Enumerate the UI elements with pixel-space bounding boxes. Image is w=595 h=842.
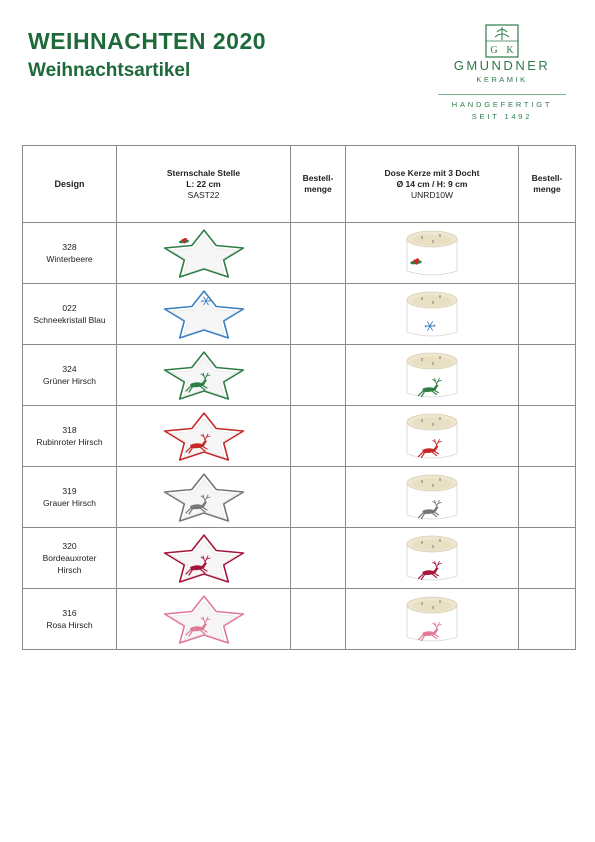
table-row xyxy=(23,589,576,650)
product1-size: L: 22 cm xyxy=(186,178,221,189)
candle-tin-image xyxy=(346,284,519,345)
star-bowl-image xyxy=(117,406,291,467)
candle-tin-image xyxy=(346,406,519,467)
order-qty-cell-1[interactable] xyxy=(291,589,346,650)
order-table xyxy=(22,145,576,650)
logo-brand-sub: KERAMIK xyxy=(476,75,528,84)
design-cell xyxy=(23,589,117,650)
order-qty-cell-1[interactable] xyxy=(291,345,346,406)
design-code: 324 xyxy=(62,364,77,374)
gk-monogram-icon xyxy=(485,24,519,58)
product2-header xyxy=(346,146,519,223)
candle-tin-image xyxy=(346,528,519,589)
product2-size: Ø 14 cm / H: 9 cm xyxy=(396,178,468,189)
table-header-row xyxy=(23,146,576,223)
svg-text:G: G xyxy=(490,45,498,56)
product2-code: UNRD10W xyxy=(410,189,454,200)
design-name: Rubinroter Hirsch xyxy=(36,437,103,447)
order-qty-cell-1[interactable] xyxy=(291,406,346,467)
order-qty-cell-1[interactable] xyxy=(291,467,346,528)
star-bowl-image xyxy=(117,467,291,528)
design-name: Grüner Hirsch xyxy=(43,376,96,386)
design-cell xyxy=(23,467,117,528)
table-row xyxy=(23,406,576,467)
design-cell xyxy=(23,223,117,284)
page-title: WEIHNACHTEN 2020 xyxy=(28,28,267,54)
candle-tin-image xyxy=(346,345,519,406)
candle-tin-image xyxy=(346,223,519,284)
logo-tagline-1: HANDGEFERTIGT xyxy=(451,100,553,109)
star-bowl-image xyxy=(117,528,291,589)
order-qty-header-1: Bestell- menge xyxy=(291,146,346,223)
order-qty-cell-2[interactable] xyxy=(519,406,576,467)
design-cell xyxy=(23,406,117,467)
table-row xyxy=(23,528,576,589)
star-bowl-image xyxy=(117,345,291,406)
product2-name: Dose Kerze mit 3 Docht xyxy=(384,167,480,178)
design-code: 328 xyxy=(62,242,77,252)
order-qty-cell-2[interactable] xyxy=(519,589,576,650)
design-name: Grauer Hirsch xyxy=(43,498,96,508)
order-qty-header-2: Bestell- menge xyxy=(519,146,576,223)
order-qty-cell-2[interactable] xyxy=(519,467,576,528)
order-qty-cell-1[interactable] xyxy=(291,528,346,589)
product1-code: SAST22 xyxy=(187,189,220,200)
design-name: Rosa Hirsch xyxy=(46,620,93,630)
design-name: Schneekristall Blau xyxy=(33,315,106,325)
candle-tin-image xyxy=(346,467,519,528)
logo-brand-name: GMUNDNER xyxy=(453,58,551,73)
order-qty-cell-2[interactable] xyxy=(519,528,576,589)
page-subtitle: Weihnachtsartikel xyxy=(28,60,191,81)
order-qty-cell-1[interactable] xyxy=(291,223,346,284)
table-row xyxy=(23,345,576,406)
svg-text:K: K xyxy=(506,45,514,56)
table-row xyxy=(23,284,576,345)
design-header: Design xyxy=(23,146,117,223)
design-name-cont: Hirsch xyxy=(57,565,82,575)
brand-logo xyxy=(432,24,572,128)
design-name: Bordeauxroter xyxy=(42,553,97,563)
logo-tagline-2: SEIT 1492 xyxy=(471,112,533,121)
order-qty-cell-1[interactable] xyxy=(291,284,346,345)
star-bowl-image xyxy=(117,223,291,284)
design-code: 319 xyxy=(62,486,77,496)
table-row xyxy=(23,467,576,528)
design-code: 022 xyxy=(62,303,77,313)
design-code: 316 xyxy=(62,608,77,618)
design-cell xyxy=(23,345,117,406)
design-cell xyxy=(23,528,117,589)
design-name: Winterbeere xyxy=(46,254,93,264)
order-qty-cell-2[interactable] xyxy=(519,345,576,406)
design-code: 318 xyxy=(62,425,77,435)
product1-name: Sternschale Stelle xyxy=(166,167,241,178)
table-row xyxy=(23,223,576,284)
product1-header xyxy=(117,146,291,223)
candle-tin-image xyxy=(346,589,519,650)
star-bowl-image xyxy=(117,589,291,650)
order-qty-cell-2[interactable] xyxy=(519,284,576,345)
design-cell xyxy=(23,284,117,345)
order-qty-cell-2[interactable] xyxy=(519,223,576,284)
design-code: 320 xyxy=(62,541,77,551)
logo-divider xyxy=(438,94,566,95)
star-bowl-image xyxy=(117,284,291,345)
